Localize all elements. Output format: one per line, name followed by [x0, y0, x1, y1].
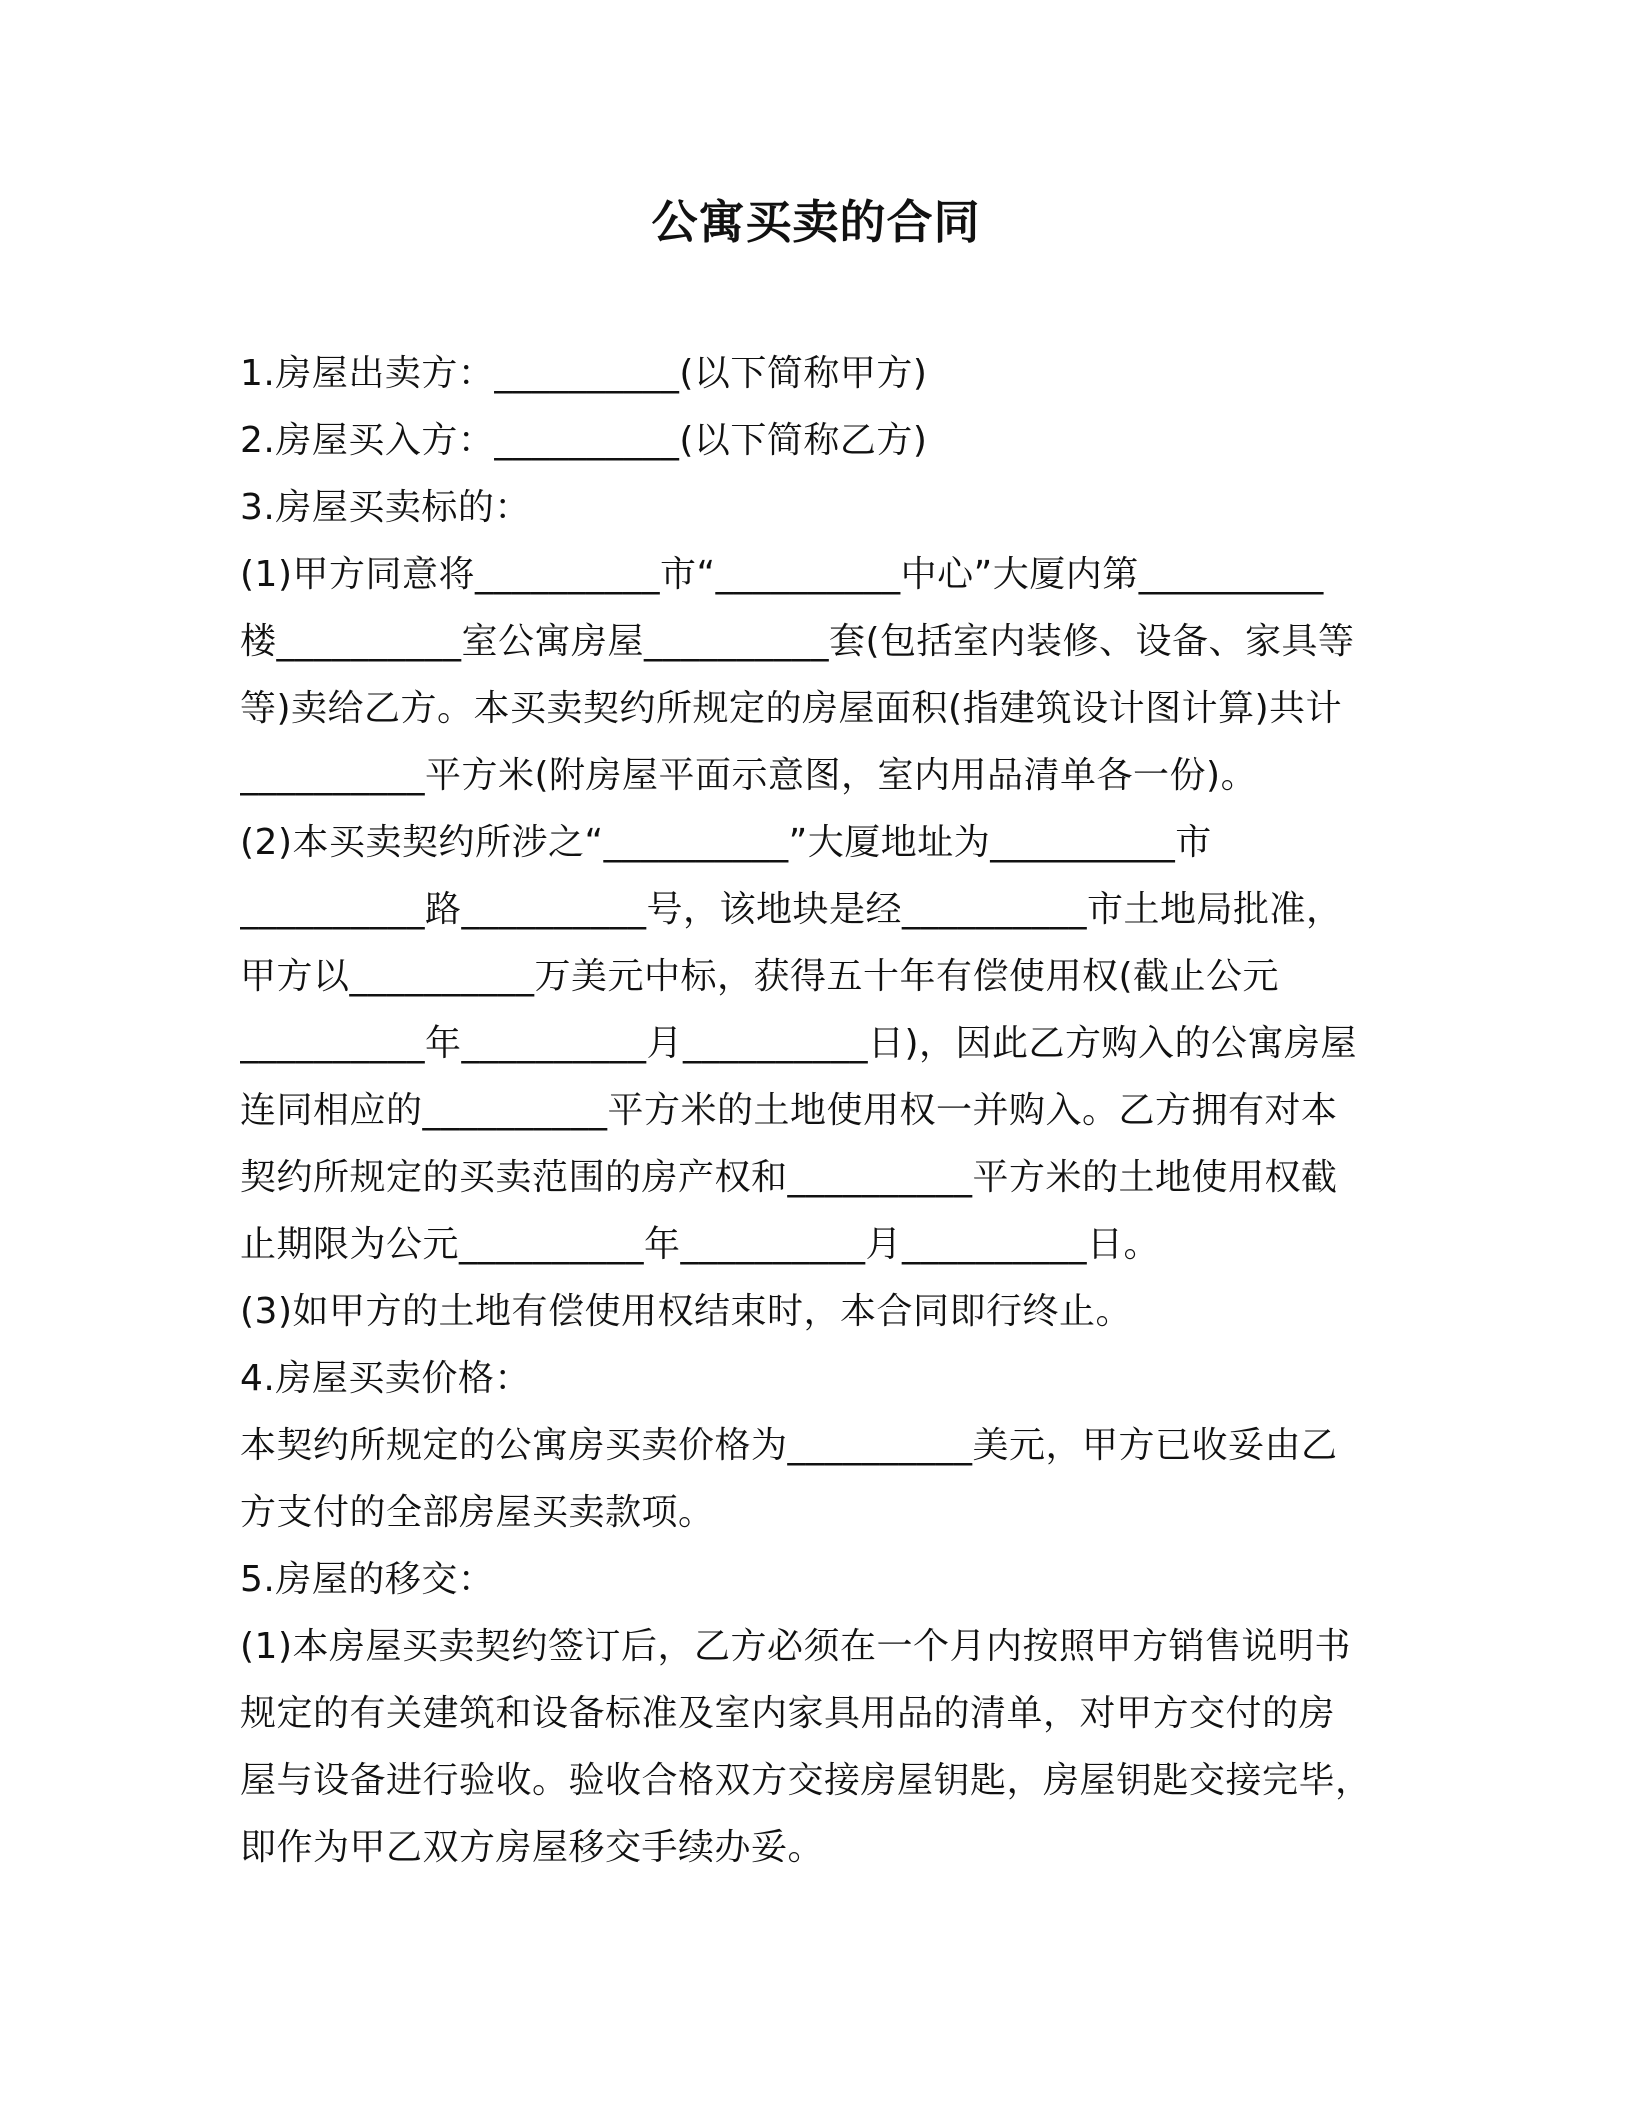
text-line: 屋与设备进行验收。验收合格双方交接房屋钥匙，房屋钥匙交接完毕， — [240, 1760, 1372, 1801]
document-body — [240, 340, 1380, 1881]
text-line: (2)本买卖契约所涉之“__________”大厦地址为__________市 — [240, 822, 1212, 863]
text-line: 契约所规定的买卖范围的房产权和__________平方米的土地使用权截 — [240, 1157, 1338, 1198]
text-line: (1)甲方同意将__________市“__________中心”大厦内第__________ — [240, 554, 1324, 595]
text-line: 等)卖给乙方。本买卖契约所规定的房屋面积(指建筑设计图计算)共计 — [240, 688, 1343, 729]
text-line: 本契约所规定的公寓房买卖价格为__________美元，甲方已收妥由乙 — [240, 1425, 1338, 1466]
text-line: __________平方米(附房屋平面示意图，室内用品清单各一份)。 — [240, 755, 1258, 796]
text-line: (1)本房屋买卖契约签订后，乙方必须在一个月内按照甲方销售说明书 — [240, 1626, 1351, 1667]
text-line: __________年__________月__________日)，因此乙方购入的公寓房屋 — [240, 1023, 1358, 1064]
text-line: 2.房屋买入方：__________(以下简称乙方) — [240, 420, 928, 461]
text-line: 甲方以__________万美元中标，获得五十年有偿使用权(截止公元 — [240, 956, 1280, 997]
text-line: 5.房屋的移交： — [240, 1559, 495, 1600]
text-line: (3)如甲方的土地有偿使用权结束时，本合同即行终止。 — [240, 1291, 1132, 1332]
text-line: 止期限为公元__________年__________月__________日。 — [240, 1224, 1161, 1265]
text-line: 3.房屋买卖标的： — [240, 487, 531, 528]
text-line: 1.房屋出卖方：__________(以下简称甲方) — [240, 353, 928, 394]
text-line: 规定的有关建筑和设备标准及室内家具用品的清单，对甲方交付的房 — [240, 1693, 1336, 1734]
text-line: 方支付的全部房屋买卖款项。 — [240, 1492, 715, 1533]
text-line: __________路__________号，该地块是经__________市土地局批准， — [240, 889, 1343, 930]
text-line: 楼__________室公寓房屋__________套(包括室内装修、设备、家具等 — [240, 621, 1355, 662]
text-line: 即作为甲乙双方房屋移交手续办妥。 — [240, 1827, 825, 1868]
text-line: 4.房屋买卖价格： — [240, 1358, 531, 1399]
text-line: 连同相应的__________平方米的土地使用权一并购入。乙方拥有对本 — [240, 1090, 1338, 1131]
document-title: 公寓买卖的合同 — [651, 195, 981, 249]
